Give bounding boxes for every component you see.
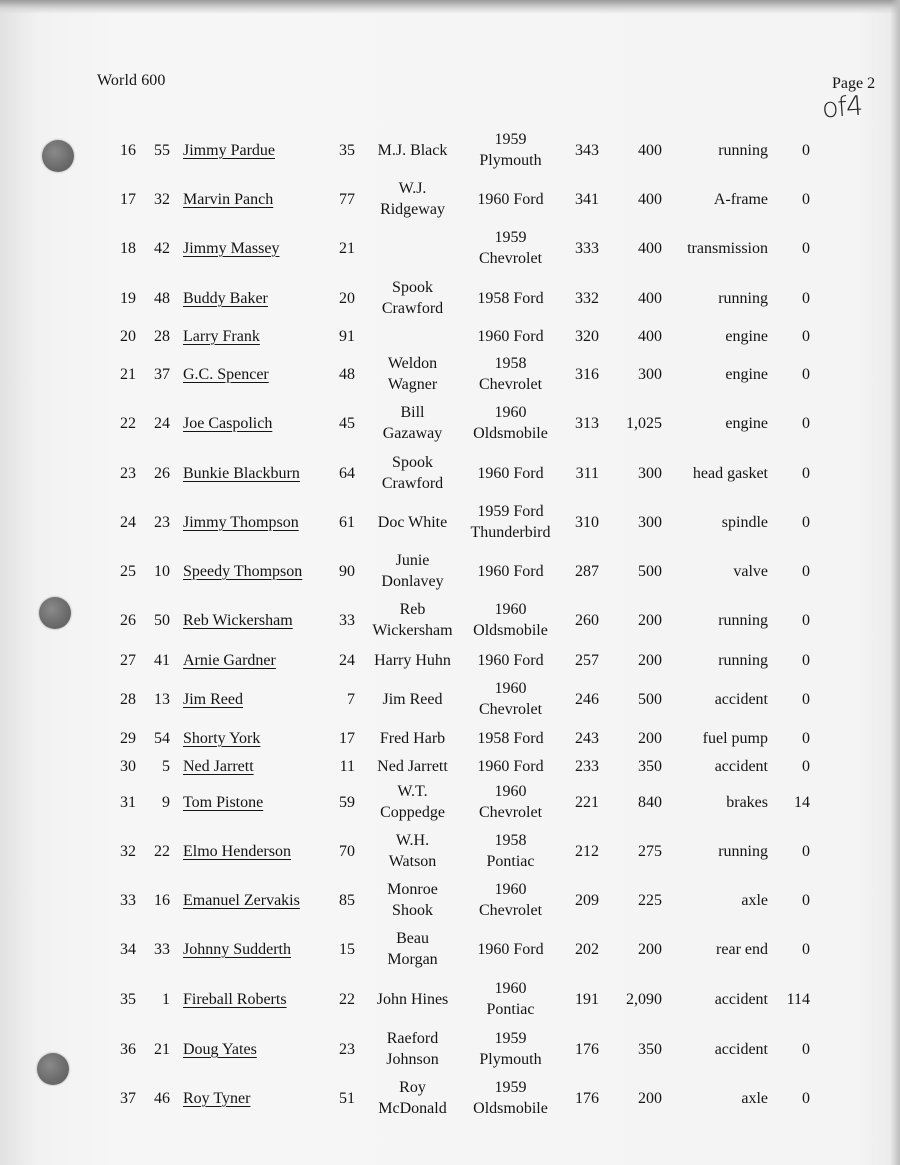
laps-completed: 191 <box>575 990 599 1008</box>
prize-money: 1,025 <box>626 414 662 432</box>
points: 0 <box>802 1089 810 1107</box>
car-number: 23 <box>339 1040 355 1058</box>
finish-status: brakes <box>726 793 768 811</box>
car-number: 33 <box>339 611 355 629</box>
driver-name-link[interactable]: Shorty York <box>183 729 261 747</box>
finish-status: engine <box>725 327 768 345</box>
table-row <box>0 878 900 922</box>
table-row <box>0 128 900 172</box>
laps-completed: 260 <box>575 611 599 629</box>
points: 0 <box>802 513 810 531</box>
document-title: World 600 <box>97 72 166 89</box>
points: 0 <box>802 289 810 307</box>
start-position: 55 <box>154 141 170 159</box>
laps-completed: 310 <box>575 513 599 531</box>
points: 0 <box>802 327 810 345</box>
finish-position: 31 <box>120 793 136 811</box>
prize-money: 500 <box>638 690 662 708</box>
table-row <box>0 324 900 348</box>
car-number: 70 <box>339 842 355 860</box>
finish-position: 37 <box>120 1089 136 1107</box>
start-position: 42 <box>154 239 170 257</box>
car-make: 1958 Ford <box>477 289 544 307</box>
car-make: 1960 Pontiac <box>486 980 535 1018</box>
laps-completed: 243 <box>575 729 599 747</box>
finish-position: 21 <box>120 365 136 383</box>
car-owner: John Hines <box>376 990 449 1008</box>
finish-status: rear end <box>716 940 768 958</box>
laps-completed: 287 <box>575 562 599 580</box>
table-row <box>0 401 900 445</box>
start-position: 54 <box>154 729 170 747</box>
car-make: 1959 Ford Thunderbird <box>470 503 551 541</box>
car-make: 1959 Plymouth <box>479 131 542 169</box>
driver-name-link[interactable]: Jimmy Pardue <box>183 141 275 159</box>
points: 0 <box>802 842 810 860</box>
car-make: 1960 Ford <box>477 757 544 775</box>
car-make: 1958 Chevrolet <box>478 355 543 393</box>
table-row <box>0 726 900 750</box>
points: 0 <box>802 414 810 432</box>
car-number: 59 <box>339 793 355 811</box>
prize-money: 500 <box>638 562 662 580</box>
prize-money: 400 <box>638 141 662 159</box>
laps-completed: 209 <box>575 891 599 909</box>
car-make: 1960 Ford <box>477 651 544 669</box>
finish-position: 17 <box>120 190 136 208</box>
car-make: 1960 Chevrolet <box>478 680 543 718</box>
finish-status: accident <box>714 1040 768 1058</box>
prize-money: 200 <box>638 940 662 958</box>
table-row <box>0 352 900 396</box>
table-row <box>0 754 900 778</box>
start-position: 26 <box>154 464 170 482</box>
table-row <box>0 977 900 1021</box>
start-position: 50 <box>154 611 170 629</box>
prize-money: 350 <box>638 757 662 775</box>
finish-position: 30 <box>120 757 136 775</box>
finish-position: 27 <box>120 651 136 669</box>
points: 0 <box>802 940 810 958</box>
car-owner: Raeford Johnson <box>386 1030 439 1068</box>
table-row <box>0 1027 900 1071</box>
start-position: 5 <box>162 757 170 775</box>
car-number: 77 <box>339 190 355 208</box>
finish-position: 26 <box>120 611 136 629</box>
car-number: 91 <box>339 327 355 345</box>
page-number: Page 2 <box>832 75 876 92</box>
car-number: 22 <box>339 990 355 1008</box>
prize-money: 200 <box>638 651 662 669</box>
driver-name-link[interactable]: Jimmy Massey <box>183 239 280 257</box>
driver-name-link[interactable]: Johnny Sudderth <box>183 940 291 958</box>
prize-money: 400 <box>638 190 662 208</box>
points: 0 <box>802 891 810 909</box>
car-owner: Monroe Shook <box>387 881 438 919</box>
prize-money: 300 <box>638 464 662 482</box>
car-owner: M.J. Black <box>377 141 448 159</box>
car-owner: W.T. Coppedge <box>380 783 445 821</box>
finish-status: accident <box>714 690 768 708</box>
car-make: 1960 Ford <box>477 327 544 345</box>
start-position: 24 <box>154 414 170 432</box>
finish-status: engine <box>725 414 768 432</box>
finish-position: 25 <box>120 562 136 580</box>
points: 0 <box>802 1040 810 1058</box>
car-make: 1958 Pontiac <box>486 832 535 870</box>
driver-name-link[interactable]: Reb Wickersham <box>183 611 293 629</box>
finish-status: accident <box>714 757 768 775</box>
table-row <box>0 451 900 495</box>
car-number: 17 <box>339 729 355 747</box>
table-row <box>0 1076 900 1120</box>
car-number: 90 <box>339 562 355 580</box>
car-number: 45 <box>339 414 355 432</box>
prize-money: 350 <box>638 1040 662 1058</box>
driver-name-link[interactable]: Elmo Henderson <box>183 842 291 860</box>
car-owner: Reb Wickersham <box>372 601 453 639</box>
finish-position: 28 <box>120 690 136 708</box>
car-number: 51 <box>339 1089 355 1107</box>
car-number: 61 <box>339 513 355 531</box>
finish-status: running <box>718 611 768 629</box>
finish-position: 18 <box>120 239 136 257</box>
points: 14 <box>794 793 810 811</box>
start-position: 41 <box>154 651 170 669</box>
finish-position: 16 <box>120 141 136 159</box>
finish-status: axle <box>741 891 768 909</box>
prize-money: 300 <box>638 365 662 383</box>
start-position: 48 <box>154 289 170 307</box>
finish-position: 35 <box>120 990 136 1008</box>
laps-completed: 333 <box>575 239 599 257</box>
car-owner: W.H. Watson <box>388 832 437 870</box>
car-make: 1959 Oldsmobile <box>473 1079 548 1117</box>
finish-status: transmission <box>687 239 768 257</box>
table-row <box>0 500 900 544</box>
driver-name-link[interactable]: Marvin Panch <box>183 190 274 208</box>
table-row <box>0 677 900 721</box>
car-owner: Jim Reed <box>382 690 443 708</box>
car-owner: Ned Jarrett <box>377 757 448 775</box>
points: 114 <box>786 990 810 1008</box>
points: 0 <box>802 562 810 580</box>
table-row <box>0 927 900 971</box>
start-position: 46 <box>154 1089 170 1107</box>
laps-completed: 316 <box>575 365 599 383</box>
start-position: 28 <box>154 327 170 345</box>
laps-completed: 176 <box>575 1040 599 1058</box>
start-position: 9 <box>162 793 170 811</box>
car-number: 85 <box>339 891 355 909</box>
car-make: 1960 Ford <box>477 464 544 482</box>
driver-name-link[interactable]: Arnie Gardner <box>183 651 276 669</box>
finish-position: 29 <box>120 729 136 747</box>
start-position: 32 <box>154 190 170 208</box>
driver-name-link[interactable]: Emanuel Zervakis <box>183 891 300 909</box>
prize-money: 400 <box>638 327 662 345</box>
car-make: 1960 Ford <box>477 562 544 580</box>
prize-money: 300 <box>638 513 662 531</box>
driver-name-link[interactable]: Joe Caspolich <box>183 414 273 432</box>
laps-completed: 257 <box>575 651 599 669</box>
car-make: 1960 Ford <box>477 940 544 958</box>
points: 0 <box>802 190 810 208</box>
finish-status: spindle <box>721 513 768 531</box>
laps-completed: 343 <box>575 141 599 159</box>
laps-completed: 221 <box>575 793 599 811</box>
laps-completed: 311 <box>575 464 599 482</box>
car-make: 1959 Chevrolet <box>478 229 543 267</box>
prize-money: 200 <box>638 1089 662 1107</box>
car-number: 15 <box>339 940 355 958</box>
driver-name-link[interactable]: Ned Jarrett <box>183 757 254 775</box>
finish-status: engine <box>725 365 768 383</box>
prize-money: 200 <box>638 611 662 629</box>
finish-status: head gasket <box>692 464 768 482</box>
car-number: 64 <box>339 464 355 482</box>
car-owner: Spook Crawford <box>381 279 444 317</box>
finish-position: 33 <box>120 891 136 909</box>
laps-completed: 176 <box>575 1089 599 1107</box>
points: 0 <box>802 464 810 482</box>
table-row <box>0 177 900 221</box>
finish-status: running <box>718 842 768 860</box>
car-number: 7 <box>347 690 355 708</box>
driver-name-link[interactable]: G.C. Spencer <box>183 365 269 383</box>
car-owner: Junie Donlavey <box>381 552 444 590</box>
car-owner <box>365 226 460 270</box>
car-number: 21 <box>339 239 355 257</box>
points: 0 <box>802 365 810 383</box>
finish-status: accident <box>714 990 768 1008</box>
finish-position: 36 <box>120 1040 136 1058</box>
laps-completed: 233 <box>575 757 599 775</box>
start-position: 13 <box>154 690 170 708</box>
laps-completed: 202 <box>575 940 599 958</box>
prize-money: 275 <box>638 842 662 860</box>
points: 0 <box>802 239 810 257</box>
laps-completed: 320 <box>575 327 599 345</box>
table-row <box>0 276 900 320</box>
finish-position: 23 <box>120 464 136 482</box>
table-row <box>0 780 900 824</box>
laps-completed: 313 <box>575 414 599 432</box>
finish-status: running <box>718 651 768 669</box>
car-make: 1958 Ford <box>477 729 544 747</box>
finish-status: running <box>718 141 768 159</box>
laps-completed: 332 <box>575 289 599 307</box>
car-make: 1960 Chevrolet <box>478 783 543 821</box>
car-owner: W.J. Ridgeway <box>380 180 445 218</box>
laps-completed: 341 <box>575 190 599 208</box>
finish-position: 19 <box>120 289 136 307</box>
finish-position: 34 <box>120 940 136 958</box>
finish-position: 22 <box>120 414 136 432</box>
car-owner <box>365 324 460 348</box>
car-number: 20 <box>339 289 355 307</box>
car-owner: Roy McDonald <box>378 1079 447 1117</box>
start-position: 10 <box>154 562 170 580</box>
points: 0 <box>802 651 810 669</box>
finish-position: 20 <box>120 327 136 345</box>
car-make: 1960 Chevrolet <box>478 881 543 919</box>
car-owner: Beau Morgan <box>387 930 438 968</box>
start-position: 1 <box>162 990 170 1008</box>
start-position: 33 <box>154 940 170 958</box>
car-owner: Bill Gazaway <box>382 404 443 442</box>
handwritten-page-total: of4 <box>820 90 864 125</box>
prize-money: 400 <box>638 289 662 307</box>
table-row <box>0 226 900 270</box>
table-row <box>0 648 900 672</box>
driver-name-link[interactable]: Jimmy Thompson <box>183 513 299 531</box>
start-position: 16 <box>154 891 170 909</box>
car-number: 35 <box>339 141 355 159</box>
car-make: 1960 Ford <box>477 190 544 208</box>
laps-completed: 212 <box>575 842 599 860</box>
points: 0 <box>802 611 810 629</box>
driver-name-link[interactable]: Larry Frank <box>183 327 260 345</box>
finish-status: axle <box>741 1089 768 1107</box>
prize-money: 200 <box>638 729 662 747</box>
finish-status: A-frame <box>713 190 768 208</box>
finish-status: fuel pump <box>702 729 768 747</box>
finish-status: running <box>718 289 768 307</box>
start-position: 21 <box>154 1040 170 1058</box>
points: 0 <box>802 690 810 708</box>
driver-name-link[interactable]: Roy Tyner <box>183 1089 251 1107</box>
car-number: 11 <box>339 757 355 775</box>
start-position: 23 <box>154 513 170 531</box>
car-owner: Weldon Wagner <box>387 355 438 393</box>
car-owner: Fred Harb <box>379 729 446 747</box>
table-row <box>0 829 900 873</box>
prize-money: 2,090 <box>626 990 662 1008</box>
car-owner: Spook Crawford <box>381 454 444 492</box>
finish-status: valve <box>733 562 768 580</box>
car-make: 1960 Oldsmobile <box>473 404 548 442</box>
car-owner: Doc White <box>377 513 448 531</box>
start-position: 22 <box>154 842 170 860</box>
car-make: 1960 Oldsmobile <box>473 601 548 639</box>
driver-name-link[interactable]: Tom Pistone <box>183 793 264 811</box>
car-owner: Harry Huhn <box>374 651 451 669</box>
driver-name-link[interactable]: Buddy Baker <box>183 289 268 307</box>
driver-name-link[interactable]: Doug Yates <box>183 1040 257 1058</box>
driver-name-link[interactable]: Speedy Thompson <box>183 562 303 580</box>
prize-money: 840 <box>638 793 662 811</box>
car-make: 1959 Plymouth <box>479 1030 542 1068</box>
finish-position: 32 <box>120 842 136 860</box>
points: 0 <box>802 757 810 775</box>
car-number: 48 <box>339 365 355 383</box>
points: 0 <box>802 141 810 159</box>
points: 0 <box>802 729 810 747</box>
table-row <box>0 598 900 642</box>
driver-name-link[interactable]: Jim Reed <box>183 690 243 708</box>
finish-position: 24 <box>120 513 136 531</box>
table-row <box>0 549 900 593</box>
driver-name-link[interactable]: Bunkie Blackburn <box>183 464 300 482</box>
driver-name-link[interactable]: Fireball Roberts <box>183 990 287 1008</box>
prize-money: 400 <box>638 239 662 257</box>
laps-completed: 246 <box>575 690 599 708</box>
car-number: 24 <box>339 651 355 669</box>
prize-money: 225 <box>638 891 662 909</box>
start-position: 37 <box>154 365 170 383</box>
